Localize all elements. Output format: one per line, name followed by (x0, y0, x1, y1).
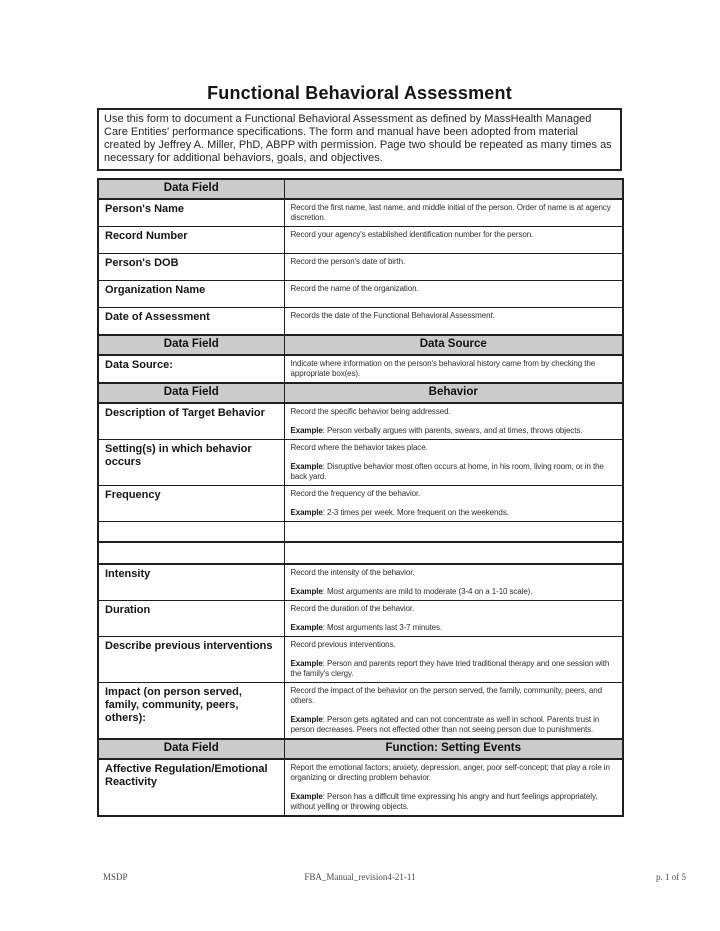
empty-cell (284, 542, 623, 564)
row-label: Data Source: (98, 355, 284, 383)
row-label: Person's Name (98, 199, 284, 227)
row-label: Setting(s) in which behavior occurs (98, 440, 284, 486)
table-row (98, 636, 623, 682)
table-row (98, 403, 623, 440)
row-example: Example: Person and parents report they have tried traditional therapy and one session with the family's clergy. (290, 658, 610, 678)
row-label: Describe previous interventions (98, 636, 284, 682)
row-label: Impact (on person served, family, community, peers, others): (98, 682, 284, 739)
page-title: Functional Behavioral Assessment (207, 83, 512, 103)
header-section-title: Behavior (284, 383, 623, 403)
row-description: Record previous interventions. (290, 639, 396, 649)
header-datafield-label: Data Field (98, 383, 284, 403)
table-row (98, 254, 623, 281)
row-label: Duration (98, 600, 284, 636)
table-row (98, 355, 623, 383)
row-instructions (284, 308, 623, 336)
table-row (98, 759, 623, 816)
intro-box: Use this form to document a Functional Behavioral Assessment as defined by MassHealth Managed Care Entities' performance specifications. The form and manual have been adopted from material created by Jeffrey A. Miller, PhD, ABPP with permission. Page two should be repeated as many times as necessary for additional behaviors, goals, and objectives. (97, 108, 622, 171)
table-section-header-row (98, 739, 623, 759)
row-instructions (284, 759, 623, 816)
row-instructions (284, 636, 623, 682)
row-instructions (284, 355, 623, 383)
footer-filename: FBA_Manual_revision4-21-11 (304, 872, 416, 882)
footer-page-number: p. 1 of 5 (656, 872, 686, 882)
row-instructions (284, 254, 623, 281)
table-row (98, 227, 623, 254)
row-example: Example: Person gets agitated and can not concentrate as well in school. Parents trust in person decreases. Peers not effected other than not seeing person due to punishments. (290, 714, 600, 734)
row-instructions (284, 227, 623, 254)
row-description: Record the specific behavior being addressed. (290, 407, 451, 416)
row-instructions (284, 199, 623, 227)
footer-org: MSDP (103, 872, 128, 882)
header-section-title: Data Source (284, 335, 623, 355)
table-row (98, 199, 623, 227)
table-row (98, 600, 623, 636)
row-instructions (284, 281, 623, 308)
table-section-header-row (98, 179, 623, 199)
header-section-title (284, 179, 623, 199)
table-empty-row (98, 542, 623, 564)
row-label: Date of Assessment (98, 308, 284, 336)
fba-table (97, 178, 624, 817)
row-description: Report the emotional factors; anxiety, depression, anger, poor self-concept; that play a role in organizing or directing problem behavior. (290, 762, 610, 782)
row-description: Record the frequency of the behavior. (290, 489, 421, 498)
table-empty-row (98, 522, 623, 542)
row-instructions (284, 682, 623, 739)
empty-cell (98, 542, 284, 564)
fba-table-body (98, 179, 623, 816)
table-section-header-row (98, 335, 623, 355)
row-example: Example: Most arguments are mild to moderate (3-4 on a 1-10 scale). (290, 586, 533, 596)
row-description: Record the duration of the behavior. (290, 603, 415, 613)
row-description: Record the intensity of the behavior. (290, 567, 415, 577)
page-footer (0, 872, 720, 886)
row-instructions (284, 403, 623, 440)
empty-cell (98, 522, 284, 542)
row-instructions (284, 600, 623, 636)
row-label: Organization Name (98, 281, 284, 308)
table-row (98, 486, 623, 522)
header-datafield-label: Data Field (98, 335, 284, 355)
row-label: Person's DOB (98, 254, 284, 281)
header-section-title: Function: Setting Events (284, 739, 623, 759)
row-instructions (284, 564, 623, 601)
row-label: Intensity (98, 564, 284, 601)
row-label: Frequency (98, 486, 284, 522)
row-example: Example: 2-3 times per week. More frequent on the weekends. (290, 508, 509, 517)
table-section-header-row (98, 383, 623, 403)
table-row (98, 564, 623, 601)
row-description: Record your agency's established identification number for the person. (290, 230, 534, 239)
row-label: Description of Target Behavior (98, 403, 284, 440)
row-description: Record the name of the organization. (290, 284, 419, 293)
empty-cell (284, 522, 623, 542)
table-row (98, 682, 623, 739)
row-description: Records the date of the Functional Behavioral Assessment. (290, 311, 495, 320)
row-description: Record the impact of the behavior on the person served, the family, community, peers, and others. (290, 685, 602, 705)
row-example: Example: Disruptive behavior most often occurs at home, in his room, living room, or in the back yard. (290, 462, 604, 481)
row-instructions (284, 486, 623, 522)
row-description: Record the first name, last name, and middle initial of the person. Order of name is at agency discretion. (290, 203, 611, 222)
row-description: Record where the behavior takes place. (290, 443, 428, 452)
row-example: Example: Person verbally argues with parents, swears, and at times, throws objects. (290, 426, 583, 435)
table-row (98, 308, 623, 336)
row-example: Example: Most arguments last 3-7 minutes. (290, 622, 443, 632)
row-label: Affective Regulation/Emotional Reactivity (98, 759, 284, 816)
row-description: Record the person's date of birth. (290, 257, 406, 266)
header-datafield-label: Data Field (98, 179, 284, 199)
header-datafield-label: Data Field (98, 739, 284, 759)
table-row (98, 440, 623, 486)
row-description: Indicate where information on the person's behavioral history came from by checking the appropriate box(es). (290, 359, 596, 378)
row-label: Record Number (98, 227, 284, 254)
row-example: Example: Person has a difficult time expressing his angry and hurt feelings appropriately, without yelling or throwing objects. (290, 791, 598, 811)
table-row (98, 281, 623, 308)
row-instructions (284, 440, 623, 486)
